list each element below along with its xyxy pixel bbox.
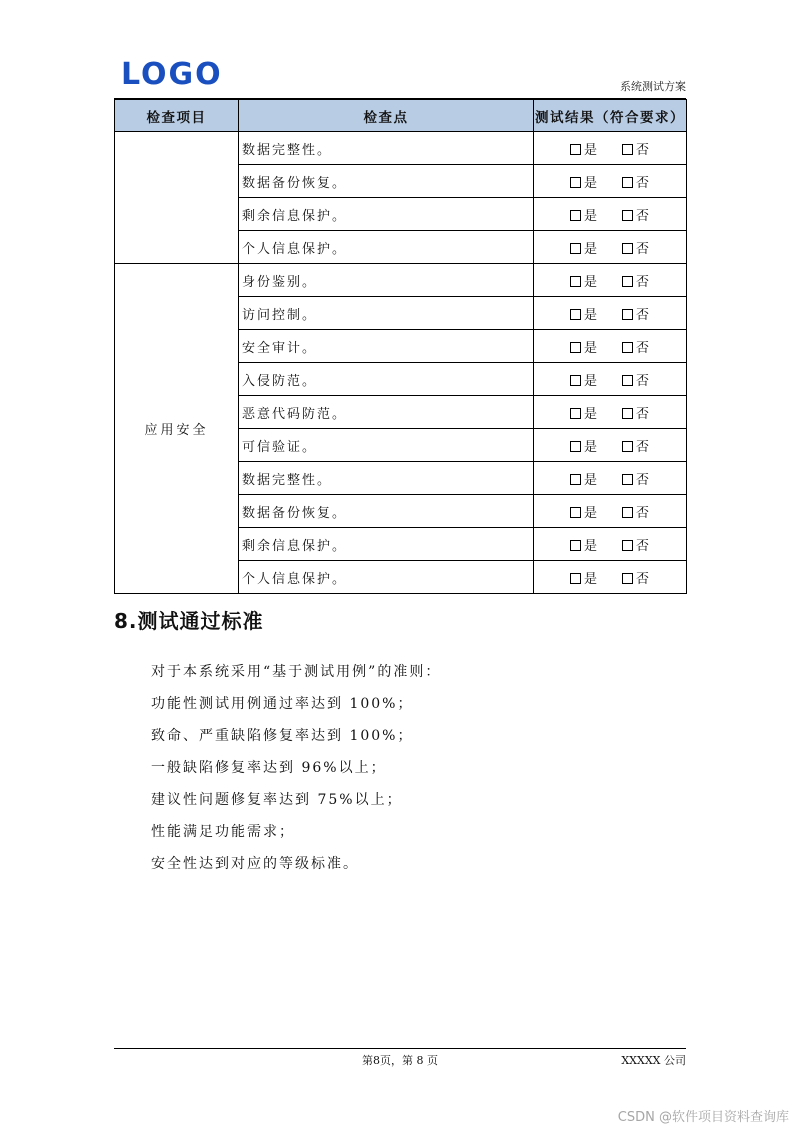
checkbox-icon[interactable] <box>622 144 633 155</box>
result-option-no[interactable] <box>622 172 650 191</box>
result-option-yes[interactable] <box>570 403 598 422</box>
result-cell <box>534 297 687 330</box>
result-option-yes[interactable] <box>570 238 598 257</box>
option-label: 否 <box>636 241 651 257</box>
check-point-cell: 数据完整性。 <box>239 132 534 165</box>
option-label: 是 <box>583 439 598 455</box>
checkbox-icon[interactable] <box>570 474 581 485</box>
result-option-no[interactable] <box>622 304 650 323</box>
result-option-no[interactable] <box>622 337 650 356</box>
table-header-row <box>115 100 687 132</box>
option-label: 否 <box>636 439 651 455</box>
option-label: 否 <box>636 472 651 488</box>
result-cell <box>534 264 687 297</box>
result-cell <box>534 495 687 528</box>
check-point-cell: 安全审计。 <box>239 330 534 363</box>
check-item-cell: 应用安全 <box>115 264 239 594</box>
checkbox-icon[interactable] <box>570 276 581 287</box>
checkbox-icon[interactable] <box>622 177 633 188</box>
result-option-yes[interactable] <box>570 271 598 290</box>
result-option-no[interactable] <box>622 370 650 389</box>
result-option-no[interactable] <box>622 139 650 158</box>
result-cell <box>534 561 687 594</box>
checklist-table <box>114 99 687 594</box>
result-option-no[interactable] <box>622 568 650 587</box>
check-point-cell: 剩余信息保护。 <box>239 528 534 561</box>
result-cell <box>534 165 687 198</box>
checkbox-icon[interactable] <box>622 342 633 353</box>
check-point-cell: 个人信息保护。 <box>239 231 534 264</box>
page-number: 第8页，第 8 页 <box>362 1054 438 1067</box>
result-option-yes[interactable] <box>570 304 598 323</box>
checkbox-icon[interactable] <box>622 309 633 320</box>
section-title: 8.测试通过标准 <box>114 609 264 633</box>
result-option-yes[interactable] <box>570 172 598 191</box>
option-label: 否 <box>636 340 651 356</box>
result-option-no[interactable] <box>622 535 650 554</box>
result-option-yes[interactable] <box>570 502 598 521</box>
checkbox-icon[interactable] <box>622 276 633 287</box>
result-cell <box>534 363 687 396</box>
criteria-item: 对于本系统采用“基于测试用例”的准则： <box>151 664 442 680</box>
footer-divider <box>114 1048 686 1049</box>
checkbox-icon[interactable] <box>570 375 581 386</box>
checkbox-icon[interactable] <box>622 243 633 254</box>
checkbox-icon[interactable] <box>622 441 633 452</box>
option-label: 是 <box>583 340 598 356</box>
check-point-cell: 入侵防范。 <box>239 363 534 396</box>
option-label: 是 <box>583 571 598 587</box>
result-cell <box>534 330 687 363</box>
option-label: 否 <box>636 505 651 521</box>
checkbox-icon[interactable] <box>570 177 581 188</box>
pass-criteria-list <box>151 656 441 880</box>
table-body <box>115 132 687 594</box>
result-cell <box>534 462 687 495</box>
option-label: 是 <box>583 307 598 323</box>
header-check-point: 检查点 <box>239 100 534 132</box>
result-option-no[interactable] <box>622 469 650 488</box>
result-option-no[interactable] <box>622 403 650 422</box>
checkbox-icon[interactable] <box>570 507 581 518</box>
option-label: 否 <box>636 373 651 389</box>
checkbox-icon[interactable] <box>622 540 633 551</box>
checkbox-icon[interactable] <box>622 210 633 221</box>
checkbox-icon[interactable] <box>570 408 581 419</box>
option-label: 是 <box>583 505 598 521</box>
checkbox-icon[interactable] <box>570 342 581 353</box>
header-test-result: 测试结果（符合要求） <box>534 100 687 132</box>
check-point-cell: 数据备份恢复。 <box>239 495 534 528</box>
option-label: 否 <box>636 538 651 554</box>
result-option-no[interactable] <box>622 238 650 257</box>
logo: LOGO <box>121 57 223 92</box>
result-cell <box>534 528 687 561</box>
check-point-cell: 身份鉴别。 <box>239 264 534 297</box>
checkbox-icon[interactable] <box>622 507 633 518</box>
option-label: 是 <box>583 406 598 422</box>
result-option-no[interactable] <box>622 502 650 521</box>
check-point-cell: 数据完整性。 <box>239 462 534 495</box>
option-label: 否 <box>636 142 651 158</box>
checkbox-icon[interactable] <box>570 144 581 155</box>
check-point-cell: 可信验证。 <box>239 429 534 462</box>
check-point-cell: 数据备份恢复。 <box>239 165 534 198</box>
result-cell <box>534 198 687 231</box>
document-title: 系统测试方案 <box>620 80 686 93</box>
criteria-item: 一般缺陷修复率达到 96%以上； <box>151 760 387 776</box>
checkbox-icon[interactable] <box>622 474 633 485</box>
check-item-cell <box>115 132 239 264</box>
result-option-yes[interactable] <box>570 370 598 389</box>
result-cell <box>534 231 687 264</box>
option-label: 是 <box>583 142 598 158</box>
option-label: 是 <box>583 241 598 257</box>
result-option-yes[interactable] <box>570 436 598 455</box>
criteria-item: 安全性达到对应的等级标准。 <box>151 856 359 872</box>
result-option-yes[interactable] <box>570 139 598 158</box>
check-point-cell: 剩余信息保护。 <box>239 198 534 231</box>
result-option-no[interactable] <box>622 205 650 224</box>
checkbox-icon[interactable] <box>622 408 633 419</box>
check-point-cell: 访问控制。 <box>239 297 534 330</box>
checkbox-icon[interactable] <box>570 540 581 551</box>
option-label: 否 <box>636 175 651 191</box>
checkbox-icon[interactable] <box>570 309 581 320</box>
result-option-yes[interactable] <box>570 205 598 224</box>
option-label: 是 <box>583 208 598 224</box>
table-row <box>115 132 687 165</box>
option-label: 否 <box>636 274 651 290</box>
result-option-no[interactable] <box>622 436 650 455</box>
result-cell <box>534 429 687 462</box>
result-option-yes[interactable] <box>570 337 598 356</box>
criteria-item: 建议性问题修复率达到 75%以上； <box>151 792 403 808</box>
criteria-item: 致命、严重缺陷修复率达到 100%； <box>151 728 414 744</box>
checkbox-icon[interactable] <box>570 573 581 584</box>
result-cell <box>534 132 687 165</box>
table-row <box>115 264 687 297</box>
option-label: 否 <box>636 571 651 587</box>
option-label: 是 <box>583 373 598 389</box>
option-label: 否 <box>636 406 651 422</box>
watermark: CSDN @软件项目资料查询库 <box>617 1110 789 1125</box>
checkbox-icon[interactable] <box>570 210 581 221</box>
header-check-item: 检查项目 <box>115 100 239 132</box>
checkbox-icon[interactable] <box>622 573 633 584</box>
option-label: 是 <box>583 538 598 554</box>
option-label: 是 <box>583 274 598 290</box>
option-label: 否 <box>636 208 651 224</box>
result-option-yes[interactable] <box>570 568 598 587</box>
result-option-no[interactable] <box>622 271 650 290</box>
criteria-item: 性能满足功能需求； <box>151 824 295 840</box>
company-name: XXXXX 公司 <box>621 1054 686 1067</box>
check-point-cell: 恶意代码防范。 <box>239 396 534 429</box>
checkbox-icon[interactable] <box>570 243 581 254</box>
result-option-yes[interactable] <box>570 469 598 488</box>
option-label: 否 <box>636 307 651 323</box>
checkbox-icon[interactable] <box>570 441 581 452</box>
result-cell <box>534 396 687 429</box>
criteria-item: 功能性测试用例通过率达到 100%； <box>151 696 414 712</box>
option-label: 是 <box>583 175 598 191</box>
result-option-yes[interactable] <box>570 535 598 554</box>
checkbox-icon[interactable] <box>622 375 633 386</box>
option-label: 是 <box>583 472 598 488</box>
check-point-cell: 个人信息保护。 <box>239 561 534 594</box>
